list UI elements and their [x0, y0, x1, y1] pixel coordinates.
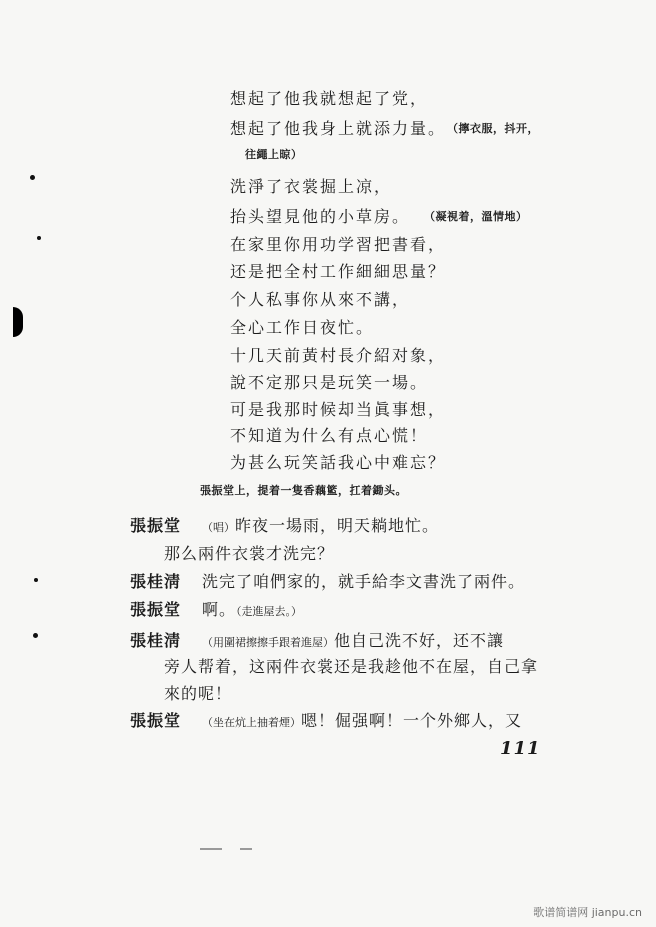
song-line-9: 十几天前黃村長介紹对象， — [230, 346, 447, 365]
speaker-name: 張振堂 — [130, 516, 182, 535]
scan-line — [200, 848, 222, 850]
speaker-name: 張振堂 — [130, 711, 182, 730]
dialogue-line-5 — [130, 628, 504, 651]
dialogue-line-7 — [164, 681, 232, 704]
scan-line — [240, 848, 252, 850]
song-line-11: 可是我那时候却当眞事想， — [230, 400, 447, 419]
binding-mark — [13, 307, 23, 337]
dialogue-line-1 — [130, 513, 439, 536]
dialogue-text: 他自己洗不好，还不讓 — [334, 631, 505, 650]
dialogue-line-6 — [164, 654, 538, 677]
dialogue-text: 旁人帮着，这兩件衣裳还是我趁他不在屋，自己拿 — [164, 657, 539, 676]
stage-paren: （坐在炕上抽着煙） — [202, 716, 301, 729]
dialogue-text: 啊。 — [202, 600, 237, 619]
dialogue-text: 那么兩件衣裳才洗完？ — [164, 544, 335, 563]
dialogue-line-3 — [130, 569, 525, 592]
dialogue-line-8 — [130, 708, 522, 731]
song-line-5: 在家里你用功学習把書看， — [230, 235, 447, 254]
scan-speck — [30, 175, 35, 180]
dialogue-text: 來的呢！ — [164, 684, 233, 703]
stage-paren: （用圍裙擦擦手跟着進屋） — [202, 636, 334, 649]
song-line-2: 想起了他我身上就添力量。 — [230, 119, 447, 138]
song-line-6: 还是把全村工作細細思量？ — [230, 262, 447, 281]
stage-direction: 張振堂上，提着一隻香藕籃，扛着鋤头。 — [200, 484, 407, 497]
song-line-1: 想起了他我就想起了党， — [230, 89, 429, 108]
dialogue-line-2 — [164, 541, 334, 564]
song-line-7: 个人私事你从來不講， — [230, 290, 411, 309]
speaker-name: 張桂淸 — [130, 631, 182, 650]
speaker-name: 張振堂 — [130, 600, 182, 619]
song-line-4: 抬头望見他的小草房。 — [230, 207, 411, 226]
song-line-13: 为甚么玩笑話我心中难忘？ — [230, 453, 447, 472]
inline-direction-2: （凝視着，溫情地） — [424, 210, 528, 223]
scan-speck — [37, 236, 41, 240]
song-line-8: 全心工作日夜忙。 — [230, 318, 375, 337]
watermark: 歌谱简谱网 jianpu.cn — [533, 906, 642, 919]
dialogue-line-4 — [130, 597, 302, 620]
scan-speck — [33, 633, 38, 638]
song-line-12: 不知道为什么有点心慌！ — [230, 426, 429, 445]
stage-paren: （走進屋去。） — [236, 605, 303, 618]
dialogue-text: 昨夜一場雨，明天耥地忙。 — [235, 516, 440, 535]
dialogue-text: 嗯！倔强啊！一个外鄉人，又 — [301, 711, 523, 730]
page-number: 111 — [500, 738, 541, 759]
speaker-name: 張桂淸 — [130, 572, 182, 591]
song-line-10: 說不定那只是玩笑一場。 — [230, 373, 429, 392]
stage-paren: （唱） — [202, 521, 235, 534]
scan-speck — [34, 578, 38, 582]
song-line-3: 洗淨了衣裳掘上凉， — [230, 177, 393, 196]
inline-direction-cont: 往繩上晾） — [245, 148, 303, 161]
dialogue-text: 洗完了咱們家的，就手給李文書洗了兩件。 — [202, 572, 526, 591]
inline-direction: （擰衣服，抖开， — [447, 122, 539, 135]
